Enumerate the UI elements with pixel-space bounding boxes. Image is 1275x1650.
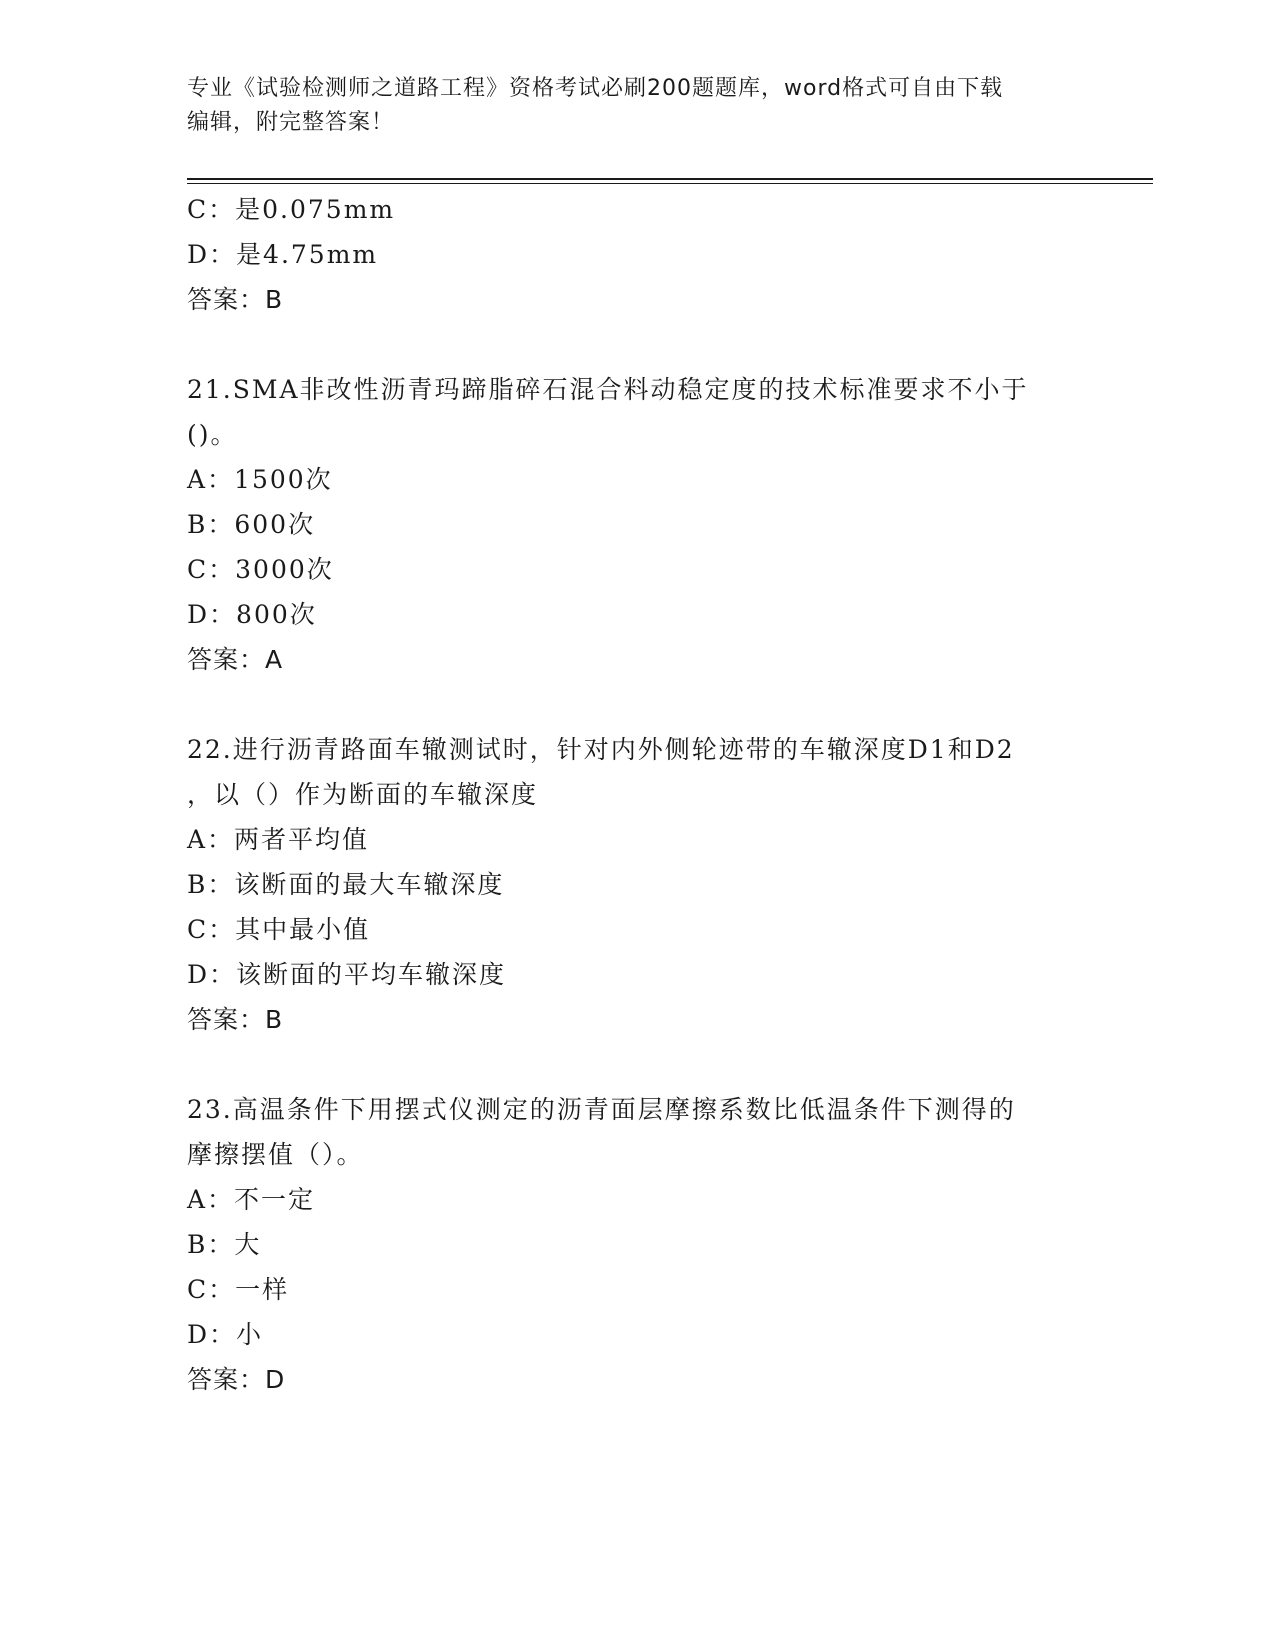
question-21-option-b: B：600次	[187, 510, 316, 539]
question-22-stem-line-2: ，以（）作为断面的车辙深度	[187, 780, 539, 809]
question-22-option-c: C：其中最小值	[187, 915, 371, 944]
question-22-answer: 答案：B	[187, 1005, 284, 1034]
header-line-1: 专业《试验检测师之道路工程》资格考试必刷200题题库，word格式可自由下载	[187, 76, 1004, 101]
question-23-option-b: B：大	[187, 1230, 262, 1259]
question-21-option-a: A：1500次	[187, 465, 333, 494]
question-21-answer: 答案：A	[187, 645, 284, 674]
question-22-stem-line-1: 22.进行沥青路面车辙测试时，针对内外侧轮迹带的车辙深度D1和D2	[187, 735, 1015, 764]
question-22-option-a: A：两者平均值	[187, 825, 370, 854]
question-23-stem-line-1: 23.高温条件下用摆式仪测定的沥青面层摩擦系数比低温条件下测得的	[187, 1095, 1016, 1124]
header-divider-thick	[187, 178, 1153, 180]
question-23-option-c: C：一样	[187, 1275, 290, 1304]
question-21-stem-line-1: 21.SMA非改性沥青玛蹄脂碎石混合料动稳定度的技术标准要求不小于	[187, 375, 1029, 404]
prev-answer: 答案：B	[187, 285, 284, 314]
prev-option-d: D：是4.75mm	[187, 240, 379, 269]
question-22-option-b: B：该断面的最大车辙深度	[187, 870, 505, 899]
question-23-answer: 答案：D	[187, 1365, 286, 1394]
question-21-option-d: D：800次	[187, 600, 317, 629]
document-header	[187, 72, 1087, 140]
header-line-2: 编辑，附完整答案！	[187, 110, 395, 135]
question-21-option-c: C：3000次	[187, 555, 334, 584]
question-22-option-d: D：该断面的平均车辙深度	[187, 960, 507, 989]
question-21-stem-line-2: ()。	[187, 420, 238, 449]
prev-option-c: C：是0.075mm	[187, 195, 396, 224]
question-23-option-d: D：小	[187, 1320, 264, 1349]
question-23-option-a: A：不一定	[187, 1185, 316, 1214]
header-divider-thin	[187, 183, 1153, 184]
question-23-stem-line-2: 摩擦摆值（）。	[187, 1140, 364, 1169]
